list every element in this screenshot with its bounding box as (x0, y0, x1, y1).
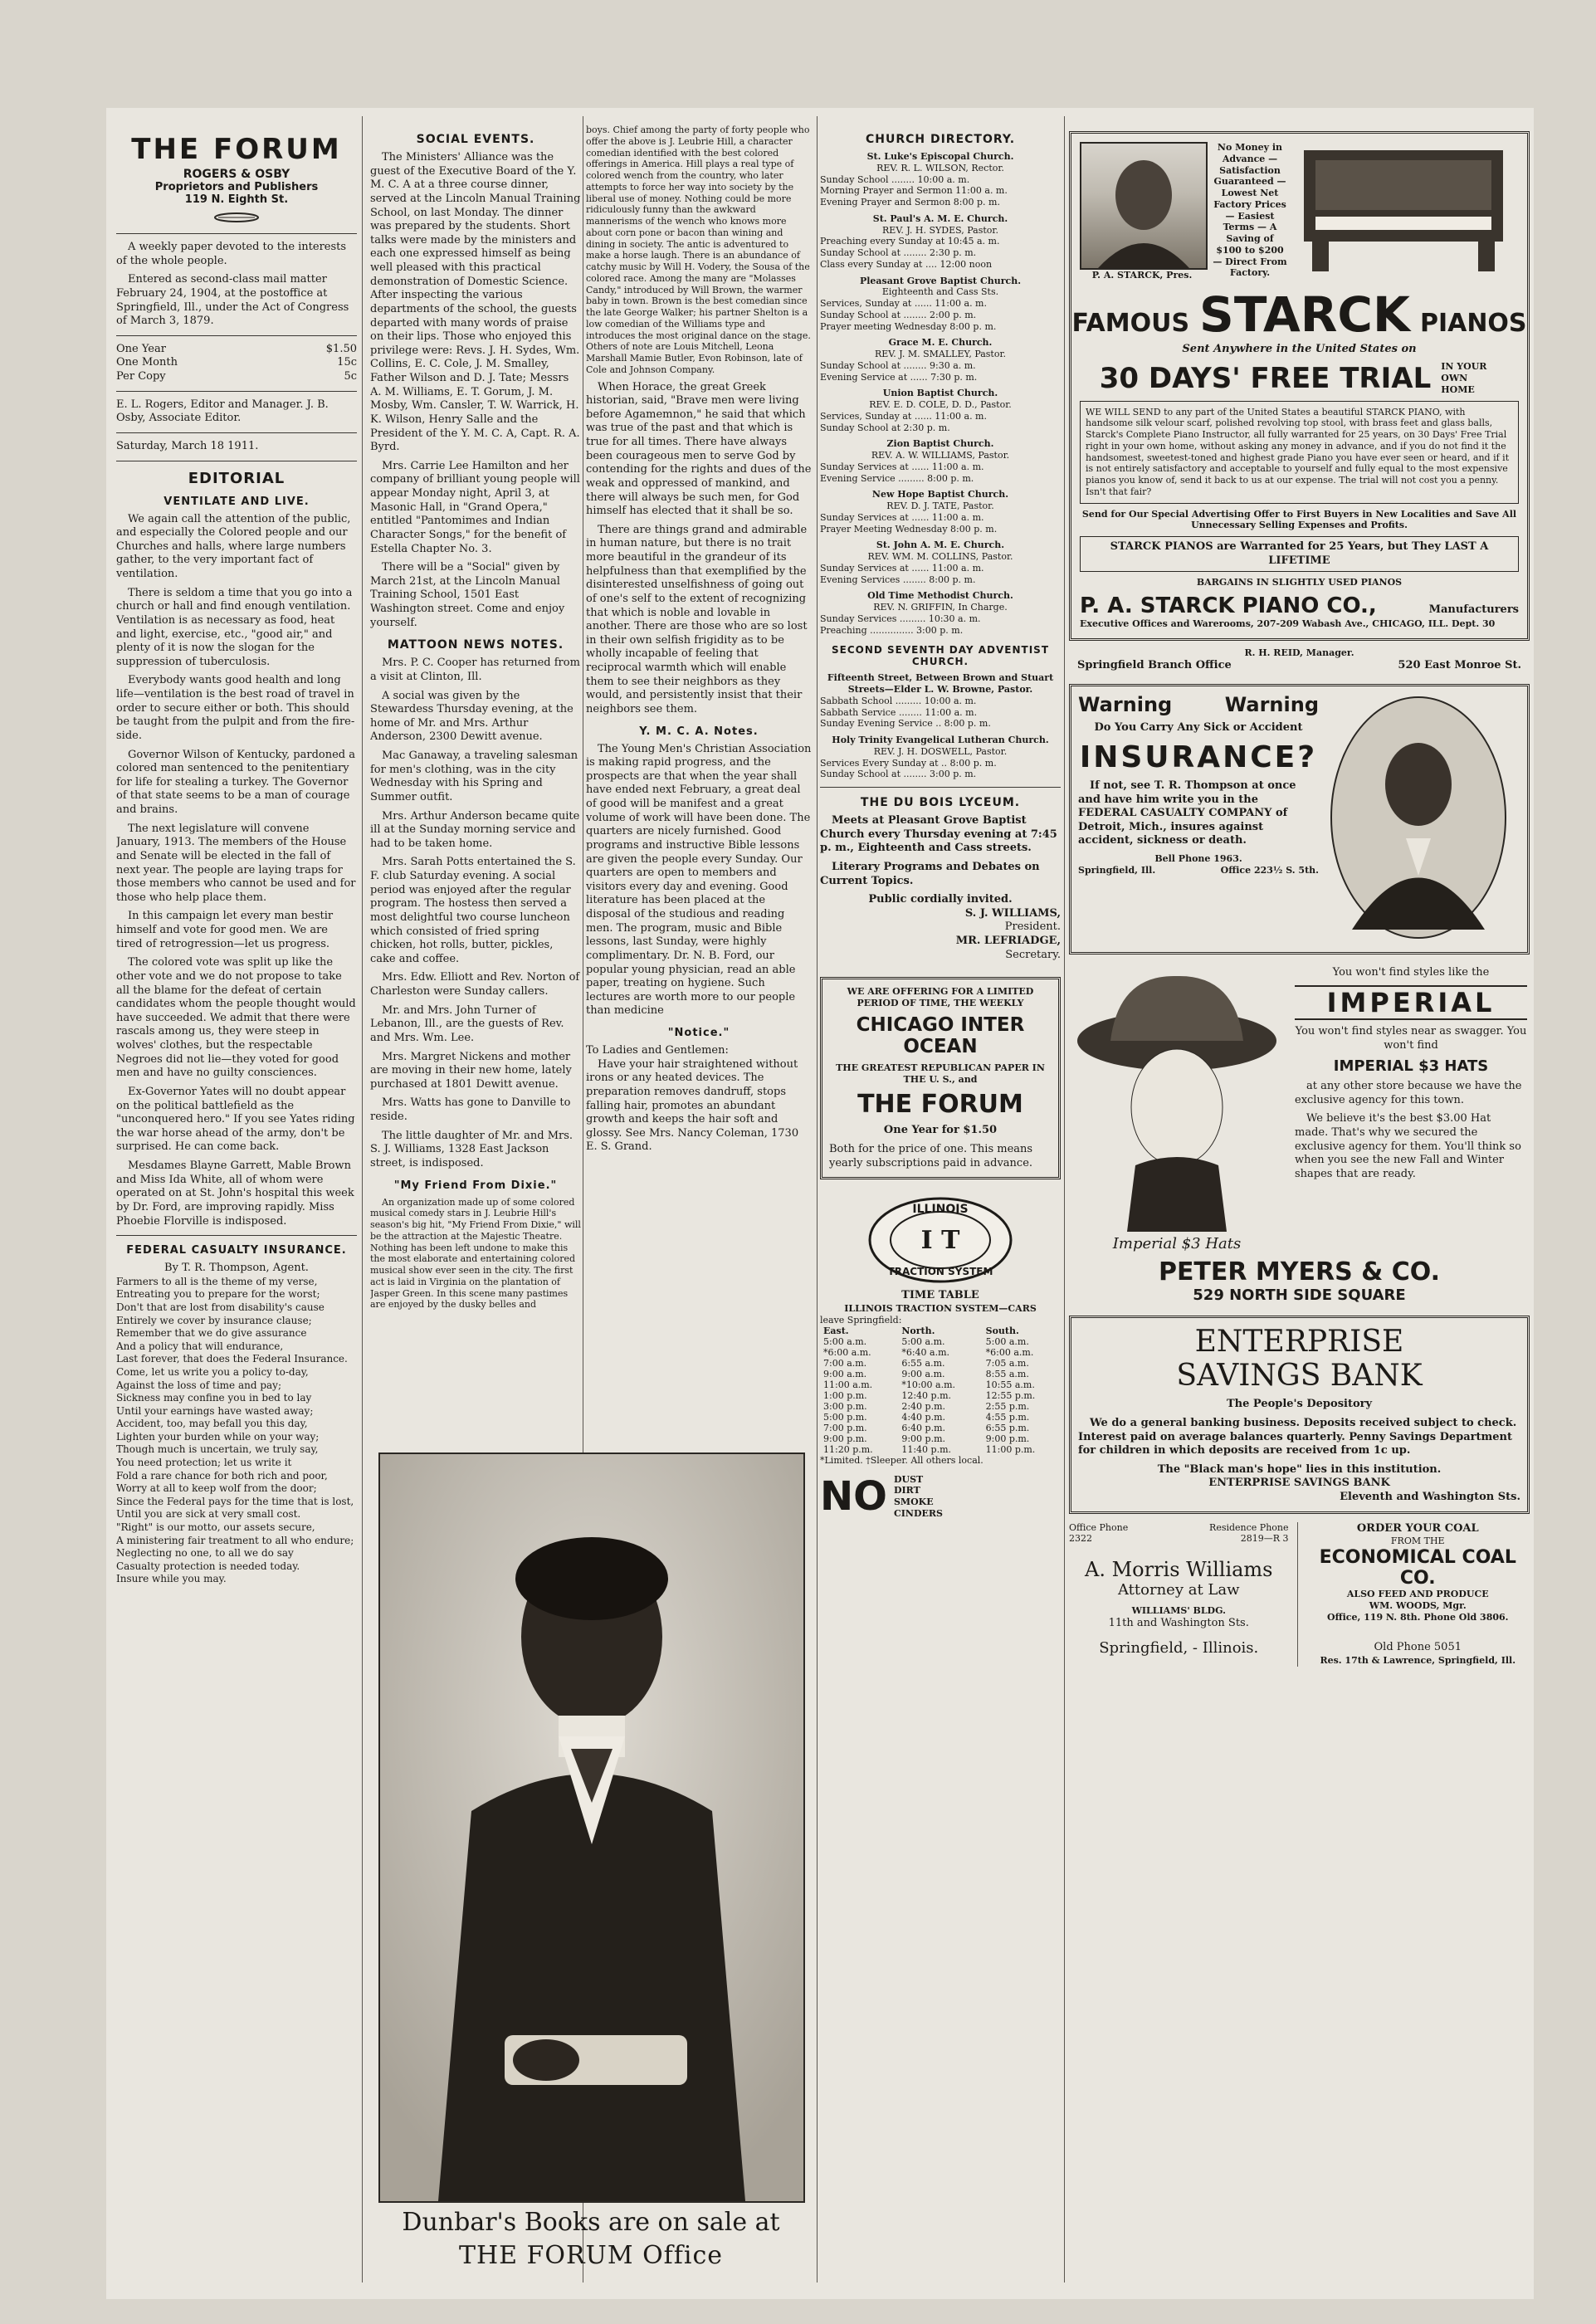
lyceum-heading: THE DU BOIS LYCEUM. (860, 796, 1021, 809)
church-entry (820, 276, 1061, 333)
inter-ocean-forum: THE FORUM (857, 1090, 1023, 1120)
poem-line: Casualty protection is needed today. (116, 1560, 300, 1572)
lyceum-invite: Public cordially invited. (868, 893, 1013, 906)
starck-portrait (1080, 142, 1204, 281)
timetable-cell: 7:00 a.m. (823, 1358, 867, 1370)
masthead-publishers: ROGERS & OSBY (183, 168, 290, 181)
attorney-bldg: WILLIAMS' BLDG. (1131, 1605, 1226, 1617)
service-time: Evening Service at ...... 7:30 p. m. (820, 371, 978, 383)
column-rule (817, 116, 818, 2282)
timetable-cell: 6:40 p.m. (901, 1423, 945, 1434)
rate-row: One Month 15c (116, 356, 357, 369)
timetable-cell: 9:00 a.m. (823, 1369, 867, 1380)
rate-row: Per Copy 5c (116, 370, 357, 383)
piano-icon (1296, 142, 1511, 275)
mattoon-body: Mrs. P. C. Cooper has returned from a visit at Clinton, Ill. A social was given by the Stewardess Thursday evening, at the home of Mr. and Mrs. Arthur Anderson, 2300 Dewitt avenue. Mac Ganaway, a traveling salesman for men's clothing, was in the city Wednesday with his Spring and Summer outfit. Mrs. Arthur Anderson became quite ill at the Sunday morning service and had to be taken home. Mrs. Sarah Potts entertained the S. F. club Saturday evening. A social period was enjoyed after the regular program. The hostess then served a most delightful two course luncheon which consisted of fried spring chicken, hot rolls, butter, pickles, cake and coffee. Mrs. Edw. Elliott and Rev. Norton of Charleston were Sunday callers. Mr. and Mrs. John Turner of Lebanon, Ill., are the guests of Rev. and Mrs. Wm. Lee. Mrs. Margret Nickens and mother are moving in their new home, lately purchased at 1801 Dewitt avenue. Mrs. Watts has gone to Danville to reside. The little daughter of Mr. and Mrs. S. J. Williams, 1328 East Jackson street, is indisposed. (370, 657, 580, 1169)
adventist-pastor: Fifteenth Street, Between Brown and Stuart Streets—Elder L. W. Browne, Pastor. (827, 672, 1054, 695)
peter-myers-firm: PETER MYERS & CO. (1158, 1257, 1441, 1287)
poem-line: Worry at all to keep wolf from the door; (116, 1482, 317, 1495)
insurance-poem-heading: FEDERAL CASUALTY INSURANCE. (126, 1244, 347, 1257)
lutheran-times: Services Every Sunday at .. 8:00 p. m. Sunday School at ........ 3:00 p. m. (820, 757, 997, 780)
poem-line: Since the Federal pays for the time that is lost, (116, 1495, 354, 1507)
timetable-cell: 11:20 p.m. (823, 1444, 873, 1456)
service-time: Sunday Services ......... 10:30 a. m. (820, 613, 981, 624)
poem-line: Remember that we do give assurance (116, 1327, 307, 1340)
ornament-icon (116, 211, 357, 227)
starck-body: WE WILL SEND to any part of the United States a beautiful STARCK PIANO, with handsome silk velour scarf, polished revolving top stool, with brass feet and glass balls, Starck's Complete Piano Instructor, all fully warranted for 25 years, on 30 Days' Free Trial right in your own home, without asking any money in advance, and if you do not find it the handsomest, sweetest-toned and highest grade Piano you have ever seen or heard, and if it is not entirely satisfactory and acceptable to yourself and fully equal to the most expensive pianos you know of, send it back to us at our expense. The trial will not cost you a penny. Isn't that fair? (1080, 401, 1519, 504)
insurance-word: INSURANCE? (1079, 740, 1318, 774)
church-name: St. John A. M. E. Church. (876, 540, 1005, 551)
masthead-address: 119 N. Eighth St. (184, 193, 289, 206)
poem-line: Though much is uncertain, we truly say, (116, 1443, 319, 1456)
dunbar-caption-1: Dunbar's Books are on sale at (402, 2208, 780, 2237)
church-pastor: REV. J. H. SYDES, Pastor. (882, 224, 998, 236)
church-entry (820, 438, 1061, 484)
lyceum-secretary: MR. LEFRIADGE, (955, 935, 1061, 947)
inter-ocean-ad (820, 977, 1061, 1179)
service-time: Prayer meeting Wednesday 8:00 p. m. (820, 320, 997, 332)
notice-heading: "Notice." (667, 1027, 730, 1039)
no-dust-ad (820, 1473, 1061, 1520)
timetable-note: *Limited. †Sleeper. All others local. (820, 1455, 983, 1467)
service-time: Evening Service ......... 8:00 p. m. (820, 472, 974, 484)
coal-res: Res. 17th & Lawrence, Springfield, Ill. (1320, 1654, 1516, 1666)
starck-branch-row (1069, 659, 1530, 673)
lyceum-text-2: Literary Programs and Debates on Current Topics. (820, 860, 1040, 887)
lutheran-heading: Holy Trinity Evangelical Lutheran Church. (832, 735, 1049, 745)
church-name: Pleasant Grove Baptist Church. (859, 275, 1022, 286)
inter-ocean-paper: CHICAGO INTER OCEAN (856, 1013, 1025, 1057)
service-time: Class every Sunday at .... 12:00 noon (820, 258, 993, 270)
church-entry (820, 213, 1061, 271)
poem-line: Until you are sick at very small cost. (116, 1508, 301, 1521)
column-rule (362, 116, 363, 2282)
piano-illustration (1296, 142, 1511, 278)
coal-ad (1306, 1522, 1530, 1667)
poem-line: You need protection; let us write it (116, 1457, 292, 1469)
attorney-title: Attorney at Law (1117, 1581, 1240, 1599)
social-heading: SOCIAL EVENTS. (416, 133, 535, 146)
poem-line: Last forever, that does the Federal Insurance. (116, 1353, 348, 1365)
starck-firm: P. A. STARCK PIANO CO., (1080, 593, 1377, 619)
subscription-rates (116, 343, 357, 384)
church-name: Old Time Methodist Church. (867, 590, 1013, 602)
lyceum-secretary-title: Secretary. (1005, 948, 1061, 961)
portrait-figure-icon (380, 1454, 803, 2201)
insurance-office: Office 223½ S. 5th. (1220, 864, 1319, 876)
res-phone: 2819—R 3 (1240, 1533, 1289, 1545)
timetable-cell: 9:00 p.m. (985, 1433, 1030, 1445)
church-name: Union Baptist Church. (882, 388, 998, 399)
poem-line: Fold a rare chance for both rich and poor, (116, 1469, 328, 1482)
service-time: Prayer Meeting Wednesday 8:00 p. m. (820, 523, 998, 535)
bank-addr: Eleventh and Washington Sts. (1340, 1491, 1520, 1503)
timetable-cell: *6:00 a.m. (985, 1347, 1034, 1359)
issue-date: Saturday, March 18 1911. (116, 439, 259, 452)
church-name: New Hope Baptist Church. (871, 489, 1009, 500)
timetable-row (820, 1336, 1061, 1347)
timetable-row (820, 1347, 1061, 1358)
horace-body: When Horace, the great Greek historian, said, "Brave men were living before Agamemnon," he said that which was true of the past and that which is true for all times. There have always been courageous men to serve God by contending for the rights and dues of the weak and oppressed of mankind, and there will always be such men, for God himself has elected that it shall be so. There are things grand and admirable in human nature, but there is no trait more beautiful in the grandeur of its helpfulness than that exemplified by the disinterested unselfishness of going out of one's self to the extent of recognizing that which is noble and lovable in another. There are those who are so lost in their own selfish frigidity as to be wholly incapable of feeling that reciprocal warmth which will enable them to see their neighbors as they would, and persistently insist that their neighbors see them. (586, 380, 812, 715)
ymca-body: The Young Men's Christian Association is making rapid progress, and the prospects are that when the year shall have ended next February, a great deal of good will be manifest and a great volume of work will have been done. The quarters are nicely furnished. Good programs and instructive Bible lessons are given the people every Sunday. Our quarters are open to members and visitors every day and evening. Good literature has been placed at the disposal of the studious and reading men. The program, music and Bible lessons, last Sunday, were highly complimentary. Dr. N. B. Ford, our popular young physician, read an able paper, treating on hygiene. Such lectures are worth more to our people than medicine (586, 742, 812, 1018)
editorial-body: We again call the attention of the public, and especially the Colored people and our Churches and halls, where large numbers gather, to the very important fact of ventilation. There is seldom a time that you go into a church or hall and find enough ventilation. Ventilation is as necessary as food, heat and light, exercise, etc., "good air," and plenty of it is now the slogan for the suppression of tuberculosis. Everybody wants good health and long life—ventilation is the best road of travel in order to secure either or both. This should be taught from the pulpit and from the fire-side. Governor Wilson of Kentucky, pardoned a colored man sentenced to the penitentiary for life for stealing a turkey. The Governor of that state seems to be a man of courage and brains. The next legislature will convene January, 1913. The members of the House and Senate will be elected in the fall of next year. The people are laying traps for those members who cannot be used and for those who help place them. In this campaign let every man bestir himself and vote for good men. We are tired of retrogression—let us progress. The colored vote was split up like the other vote and we do not propose to take all the blame for the defeat of certain candidates whom the people thought would have succeeded. We admit that there were rascals among us, they were steep in wolves' clothes, but the respectable Negroes did not lie—they voted for good men and have no guilty consciences. Ex-Governor Yates will no doubt appear on the political battlefield as the "unconquered hero." If you see Yates riding the war horse ahead of the army, don't be surprised. He can come back. Mesdames Blayne Garrett, Mable Brown and Miss Ida White, all of whom were operated on at St. John's hospital this week by Dr. Ford, are improving rapidly. Miss Phoebie Florville is indisposed. (116, 512, 356, 1228)
traction-logo (820, 1194, 1061, 1289)
bank-sub: The People's Depository (1226, 1398, 1373, 1411)
timetable-cell: 7:05 a.m. (985, 1358, 1029, 1370)
service-time: Sunday School at ........ 9:30 a. m. (820, 359, 976, 371)
coal-name: ECONOMICAL COAL CO. (1319, 1547, 1516, 1589)
svg-text:I T: I T (920, 1226, 960, 1256)
starck-special: Send for Our Special Advertising Offer to First Buyers in New Localities and Save All Unnecessary Selling Expenses and Profits. (1081, 508, 1517, 531)
starck-manager: R. H. REID, Manager. (1244, 647, 1354, 658)
insurance-question: Do You Carry Any Sick or Accident (1094, 721, 1303, 735)
thompson-portrait (1327, 693, 1510, 945)
poem-line: Accident, too, may befall you this day, (116, 1418, 308, 1430)
church-pastor: Eighteenth and Cass Sts. (881, 286, 999, 298)
starck-name: STARCK (1199, 286, 1410, 343)
notice-to: To Ladies and Gentlemen: (586, 1044, 729, 1057)
poem-line: Entreating you to prepare for the worst; (116, 1288, 320, 1301)
bank-name-2: SAVINGS BANK (1176, 1359, 1423, 1394)
service-time: Sunday School at 2:30 p. m. (820, 422, 950, 433)
timetable-cell: 5:00 a.m. (985, 1336, 1029, 1348)
service-time: Evening Services ........ 8:00 p. m. (820, 574, 976, 585)
timetable-cell: 5:00 a.m. (823, 1336, 867, 1348)
phone-numbers (1069, 1533, 1289, 1545)
insurance-body: If not, see T. R. Thompson at once and have him write you in the FEDERAL CASUALTY COMPANY of Detroit, Mich., insures against accident, sickness or death. (1078, 779, 1296, 847)
poem-line: Farmers to all is the theme of my verse, (116, 1275, 318, 1287)
church-name: Grace M. E. Church. (888, 337, 993, 349)
masthead-role: Proprietors and Publishers (154, 181, 319, 193)
starck-bargains: BARGAINS IN SLIGHTLY USED PIANOS (1196, 577, 1403, 588)
imperial-line-1: You won't find styles like the (1332, 966, 1490, 979)
masthead-editors: E. L. Rogers, Editor and Manager. J. B. Osby, Associate Editor. (116, 398, 329, 425)
rate-row: One Year $1.50 (116, 342, 357, 355)
dixie-body: An organization made up of some colored musical comedy stars in J. Leubrie Hill's season's big hit, "My Friend From Dixie," will be the attraction at the Majestic Theatre. Nothing has been left undone to make this the most elaborate and entertaining colored musical show ever seen in the city. The first act is laid in Virginia on the plantation of Jasper Green. In this scene many pastimes are enjoyed by the dusky belles and (370, 1196, 581, 1311)
church-name: St. Luke's Episcopal Church. (866, 151, 1014, 162)
church-heading: CHURCH DIRECTORY. (865, 133, 1016, 146)
church-pastor: REV. N. GRIFFIN, In Charge. (873, 602, 1008, 613)
church-entry (820, 151, 1061, 208)
service-time: Sunday School at ........ 2:00 p. m. (820, 309, 977, 320)
bank-name-3: ENTERPRISE SAVINGS BANK (1208, 1477, 1390, 1490)
poem-line: And a policy that will endurance, (116, 1340, 284, 1352)
hat-icon (1069, 966, 1285, 1232)
timetable-cell: *6:00 a.m. (823, 1347, 871, 1359)
church-list (820, 151, 1061, 636)
office-phone-label: Office Phone (1069, 1521, 1129, 1533)
thompson-portrait-icon (1327, 693, 1510, 942)
timetable-row (820, 1423, 1061, 1433)
starck-trial: 30 DAYS' FREE TRIAL (1099, 362, 1432, 395)
lyceum-president-title: President. (1004, 920, 1061, 934)
imperial-line-2: You won't find styles near as swagger. You won't find (1295, 1024, 1527, 1052)
starck-piano-ad (1069, 131, 1530, 641)
ymca-heading: Y. M. C. A. Notes. (639, 725, 759, 738)
coal-phone: Old Phone 5051 (1374, 1641, 1462, 1654)
starck-branch: Springfield Branch Office (1077, 658, 1232, 671)
timetable-row (820, 1379, 1061, 1390)
masthead-entered: Entered as second-class mail matter February 24, 1904, at the postoffice at Springfield, Ill., under the Act of Congress of March 3, 1879. (116, 273, 349, 328)
service-time: Sunday School ........ 10:00 a. m. (820, 173, 970, 185)
timetable-cell: 2:40 p.m. (901, 1401, 945, 1413)
social-body: The Ministers' Alliance was the guest of the Executive Board of the Y. M. C. A at a three course dinner, served at the Lincoln Manual Training School, on last Monday. The dinner was prepared by the students. Short talks were made by the ministers and each one expressed himself as being well pleased with this practical demonstration of Domestic Science. After inspecting the various departments of the school, the guests departed with many words of praise on their lips. Those who enjoyed this privilege were: Revs. J. H. Sydes, Wm. Collins, E. C. Cole, J. M. Smalley, Father Wilson and D. J. Tate; Messrs A. M. Williams, E. T. Gorum, J. M. Mosby, Wm. Cansler, T. W. Warrick, H. K. Wilson, Henry Salle and the President of the Y. M. C. A, Capt. R. A. Byrd. Mrs. Carrie Lee Hamilton and her company of brilliant young people will appear Monday night, April 3, at Masonic Hall, in "Grand Opera," entitled "Pantomimes and Indian Character Songs," for the benefit of Estella Chapter No. 3. There will be a "Social" given by March 21st, at the Lincoln Manual Training School, 1501 East Washington street. Come and enjoy yourself. (370, 151, 581, 629)
timetable (820, 1326, 1061, 1455)
insurance-city: Springfield, Ill. (1078, 864, 1156, 876)
warning-row (1078, 693, 1319, 716)
starck-famous: FAMOUS (1071, 308, 1190, 338)
timetable-row (820, 1433, 1061, 1444)
insurance-ad (1069, 684, 1530, 954)
timetable-column-header: North. (901, 1326, 935, 1337)
timetable-cell: 4:40 p.m. (901, 1412, 945, 1423)
poem-line: Against the loss of time and pay; (116, 1379, 281, 1391)
bank-body: We do a general banking business. Deposits received subject to check. Interest paid on average balances quarterly. Penny Savings Department for children in which deposits are received from 1c up. (1078, 1416, 1517, 1457)
insurance-phone: Bell Phone 1963. (1154, 853, 1242, 864)
lyceum-president: S. J. WILLIAMS, (964, 906, 1061, 920)
timetable-cell: 12:40 p.m. (901, 1390, 951, 1402)
timetable-row (820, 1369, 1061, 1379)
masthead-title: THE FORUM (131, 133, 342, 166)
starck-guarantee: STARCK PIANOS are Warranted for 25 Years, but They LAST A LIFETIME (1080, 536, 1519, 572)
church-pastor: REV. WM. M. COLLINS, Pastor. (867, 551, 1013, 562)
no-dust-big: NO (820, 1473, 887, 1520)
service-time: Services, Sunday at ...... 11:00 a. m. (820, 298, 987, 309)
church-pastor: REV. D. J. TATE, Pastor. (886, 500, 994, 511)
res-phone-label: Residence Phone (1209, 1521, 1289, 1533)
hat-illustration (1069, 966, 1285, 1252)
poem-byline: By T. R. Thompson, Agent. (164, 1262, 309, 1275)
warning-left: Warning (1078, 693, 1173, 717)
timetable-sub: ILLINOIS TRACTION SYSTEM—CARS (844, 1302, 1037, 1314)
service-time: Preaching ............... 3:00 p. m. (820, 624, 964, 636)
timetable-row (820, 1444, 1061, 1455)
timetable-cell: 8:55 a.m. (985, 1369, 1029, 1380)
poem-lines (116, 1276, 357, 1586)
warning-right: Warning (1224, 693, 1319, 717)
timetable-row (820, 1358, 1061, 1369)
poem-line: Insure while you may. (116, 1573, 227, 1585)
dunbar-portrait-block (370, 1452, 812, 2282)
imperial-hats: IMPERIAL $3 HATS (1333, 1057, 1489, 1076)
poem-line: Entirely we cover by insurance clause; (116, 1314, 312, 1326)
church-entry (820, 388, 1061, 433)
attorney-city: Springfield, - Illinois. (1099, 1638, 1259, 1657)
service-time: Sunday Services at ...... 11:00 a. m. (820, 511, 984, 523)
timetable-cell: 11:00 p.m. (985, 1444, 1036, 1456)
timetable-cell: 11:00 a.m. (823, 1379, 873, 1391)
church-pastor: REV. J. M. SMALLEY, Pastor. (874, 349, 1007, 359)
church-name: Zion Baptist Church. (886, 438, 994, 450)
church-pastor: REV. R. L. WILSON, Rector. (876, 162, 1004, 173)
imperial-line-3: at any other store because we have the exclusive agency for this town. (1295, 1080, 1522, 1106)
timetable-row (820, 1412, 1061, 1423)
inter-ocean-line-3: Both for the price of one. This means yearly subscriptions paid in advance. (829, 1142, 1033, 1169)
starck-sent: Sent Anywhere in the United States on (1182, 342, 1417, 355)
editorial-heading: EDITORIAL (188, 469, 286, 487)
timetable-cell: 5:00 a.m. (901, 1336, 945, 1348)
poem-line: A ministering fair treatment to all who endure; (116, 1534, 354, 1546)
notice-body: Have your hair straightened without irons or any heated devices. The preparation removes dandruff, stops falling hair, promotes an abundant growth and keeps the hair soft and glossy. See Mrs. Nancy Coleman, 1730 E. S. Grand. (586, 1057, 799, 1154)
inter-ocean-price: One Year for $1.50 (883, 1124, 998, 1137)
column-church-directory (820, 124, 1061, 1520)
timetable-column-header: South. (985, 1326, 1019, 1337)
starck-own-home: IN YOUR OWN HOME (1441, 361, 1487, 395)
church-entry (820, 489, 1061, 535)
enterprise-bank-ad (1069, 1316, 1530, 1513)
timetable-row (820, 1390, 1061, 1401)
starck-no-money: No Money in Advance — Satisfaction Guaranteed — Lowest Net Factory Prices — Easiest Terms — A Saving of $100 to $200 — Direct From Factory. (1213, 142, 1287, 279)
church-entry (820, 337, 1061, 383)
adventist-heading: SECOND SEVENTH DAY ADVENTIST CHURCH. (831, 644, 1050, 668)
coal-mgr: WM. WOODS, Mgr. (1369, 1599, 1467, 1611)
starck-offices: Executive Offices and Warerooms, 207-209 Wabash Ave., CHICAGO, ILL. Dept. 30 (1080, 618, 1496, 630)
timetable-header-row (820, 1326, 1061, 1336)
starck-mfr: Manufacturers (1428, 603, 1519, 617)
timetable-cell: 3:00 p.m. (823, 1401, 867, 1413)
inter-ocean-line-1: WE ARE OFFERING FOR A LIMITED PERIOD OF TIME, THE WEEKLY (847, 986, 1034, 1008)
timetable-cell: 1:00 p.m. (823, 1390, 867, 1402)
timetable-cell: *10:00 a.m. (901, 1379, 956, 1391)
dunbar-portrait-image (378, 1452, 805, 2203)
church-entry (820, 590, 1061, 636)
mattoon-heading: MATTOON NEWS NOTES. (387, 638, 564, 652)
insurance-address-row (1078, 865, 1319, 876)
service-time: Preaching every Sunday at 10:45 a. m. (820, 236, 1000, 247)
service-time: Sunday Services at ...... 11:00 a. m. (820, 461, 984, 472)
column-advertisements (1069, 124, 1530, 1667)
adventist-times: Sabbath School ......... 10:00 a. m. Sabbath Service ........ 11:00 a. m. Sunday Evening Service .. 8:00 p. m. (820, 695, 991, 730)
church-pastor: REV. E. D. COLE, D. D., Pastor. (869, 399, 1012, 410)
timetable-cell: 9:00 a.m. (901, 1369, 945, 1380)
coal-office: Office, 119 N. 8th. Phone Old 3806. (1327, 1611, 1509, 1623)
office-phone: 2322 (1069, 1533, 1092, 1545)
starck-branch-addr: 520 East Monroe St. (1398, 658, 1521, 671)
timetable-row (820, 1401, 1061, 1412)
timetable-cell: 9:00 p.m. (901, 1433, 945, 1445)
bottom-ads-row (1069, 1522, 1530, 1667)
dixie-heading: "My Friend From Dixie." (393, 1179, 558, 1192)
timetable-cell: 6:55 p.m. (985, 1423, 1030, 1434)
ventilate-heading: VENTILATE AND LIVE. (164, 495, 310, 508)
masthead-blurb: A weekly paper devoted to the interests of the whole people. (116, 241, 347, 267)
church-entry (820, 540, 1061, 585)
column-masthead-editorial (116, 124, 357, 1586)
traction-logo-icon (866, 1194, 1015, 1286)
attorney-name: A. Morris Williams (1084, 1558, 1273, 1582)
coal-also: ALSO FEED AND PRODUCE (1346, 1589, 1489, 1599)
poem-line: Until your earnings have wasted away; (116, 1404, 314, 1417)
timetable-cell: 12:55 p.m. (985, 1390, 1036, 1402)
imperial-brand: IMPERIAL (1295, 985, 1527, 1020)
dixie-continued: boys. Chief among the party of forty people who offer the above is J. Leubrie Hill, a character comedian identified with the best colored offerings in America. Hill plays a real type of colored wench from the country, who later attempts to force her way into society by the liberal use of money. Nothing could be more ridiculously funny than the awkward mannerisms of the wench who knows more about corn pone or bacon than wining and dining in society. The antic is adventured to make a horse laugh. There is an abundance of catchy music by Will H. Vodery, the Sousa of the colored race. Among the many are "Molasses Candy," introduced by Will Brown, the warmer baby in town. Brown is the best comedian since the late George Walker; his partner Shelton is a low comedian of the Williams type and introduces the most original dance on the stage. Others of note are Louis Mitchell, Leona Marshall Mamie Butler, Evon Robinson, late of Cole and Johnson Company. (586, 124, 811, 375)
service-time: Services, Sunday at ...... 11:00 a. m. (820, 410, 987, 422)
imperial-line-4: We believe it's the best $3.00 Hat made. That's why we secured the exclusive agency for them. You'll think so when you see the new Fall and Winter shapes that are ready. (1295, 1112, 1521, 1180)
service-time: Morning Prayer and Sermon 11:00 a. m. (820, 185, 1008, 197)
no-dust-small: DUST DIRT SMOKE CINDERS (893, 1473, 943, 1519)
column-social (370, 124, 581, 1316)
timetable-cell: 10:55 a.m. (985, 1379, 1035, 1391)
column-dixie-continued (586, 124, 812, 1160)
timetable-cell: 11:40 p.m. (901, 1444, 951, 1456)
timetable-sub-2: leave Springfield: (820, 1314, 902, 1326)
timetable-cell: 9:00 p.m. (823, 1433, 867, 1445)
lyceum-text: Meets at Pleasant Grove Baptist Church every Thursday evening at 7:45 p. m., Eighteenth and Cass streets. (820, 814, 1057, 855)
timetable-heading: TIME TABLE (901, 1289, 979, 1302)
traction-logo-bottom: TRACTION SYSTEM (887, 1266, 993, 1278)
timetable-column-header: East. (823, 1326, 849, 1337)
coal-order: ORDER YOUR COAL (1356, 1521, 1479, 1535)
timetable-cell: 4:55 p.m. (985, 1412, 1030, 1423)
timetable-cell: *6:40 a.m. (901, 1347, 950, 1359)
church-name: St. Paul's A. M. E. Church. (872, 212, 1008, 224)
starck-pres: P. A. STARCK, Pres. (1091, 270, 1193, 281)
newspaper-page (106, 108, 1534, 2299)
timetable-cell: 6:55 a.m. (901, 1358, 945, 1370)
bank-name-1: ENTERPRISE (1194, 1325, 1404, 1360)
starck-pianos: PIANOS (1419, 308, 1527, 338)
inter-ocean-line-2: THE GREATEST REPUBLICAN PAPER IN THE U. S., and (836, 1062, 1045, 1085)
poem-line: Lighten your burden while on your way; (116, 1430, 320, 1443)
imperial-hats-ad (1069, 966, 1530, 1252)
poem-line: Come, let us write you a policy to-day, (116, 1365, 309, 1378)
imperial-logo: Imperial $3 Hats (1112, 1235, 1242, 1253)
timetable-cell: 5:00 p.m. (823, 1412, 867, 1423)
attorney-addr: 11th and Washington Sts. (1108, 1616, 1249, 1629)
bank-hope: The "Black man's hope" lies in this institution. (1157, 1462, 1442, 1476)
poem-line: Neglecting no one, to all we do say (116, 1547, 294, 1560)
service-time: Sunday Services at ...... 11:00 a. m. (820, 562, 984, 574)
poem-line: Don't that are lost from disability's cause (116, 1301, 325, 1313)
timetable-cell: 7:00 p.m. (823, 1423, 867, 1434)
phone-labels (1069, 1522, 1289, 1534)
service-time: Evening Prayer and Sermon 8:00 p. m. (820, 197, 1000, 208)
dunbar-caption-2: THE FORUM Office (458, 2241, 724, 2270)
timetable-cell: 2:55 p.m. (985, 1401, 1030, 1413)
starck-portrait-image (1080, 142, 1208, 270)
coal-from: FROM THE (1390, 1536, 1445, 1547)
church-pastor: REV. A. W. WILLIAMS, Pastor. (871, 450, 1010, 461)
lutheran-pastor: REV. J. H. DOSWELL, Pastor. (873, 745, 1008, 757)
service-time: Sunday School at ........ 2:30 p. m. (820, 247, 977, 258)
traction-logo-top: ILLINOIS (912, 1203, 969, 1217)
poem-line: "Right" is our motto, our assets secure, (116, 1521, 315, 1534)
peter-myers-address: 529 NORTH SIDE SQUARE (1193, 1286, 1406, 1305)
column-rule (1064, 116, 1065, 2282)
poem-line: Sickness may confine you in bed to lay (116, 1392, 312, 1404)
attorney-ad (1069, 1522, 1289, 1667)
